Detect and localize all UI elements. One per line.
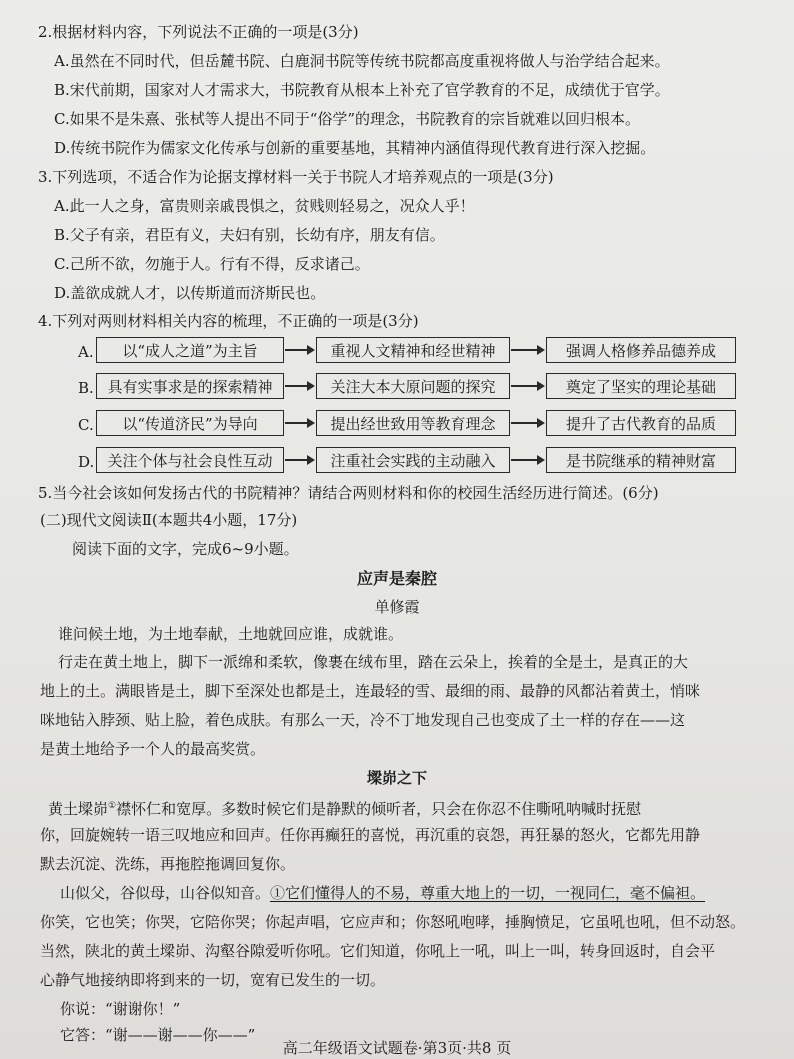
paragraph-2-line-1: 行走在黄土地上，脚下一派绵和柔软，像裹在绒布里，踏在云朵上，挨着的全是土，是真正的大 (58, 653, 689, 671)
dialogue-line-1: 你说：“谢谢你！” (60, 1000, 181, 1018)
paragraph-3-line-3: 默去沉淀、洗练，再拖腔拖调回复你。 (40, 855, 296, 873)
arrow-right-icon (511, 385, 543, 387)
paragraph-4-line-1 (60, 883, 705, 903)
paragraph-3-line-1 (48, 796, 641, 819)
flow-box: 提升了古代教育的品质 (546, 410, 736, 436)
arrow-right-icon (511, 349, 543, 351)
q4-flow-row-b (0, 373, 794, 403)
paragraph-2-line-2: 地上的土。满眼皆是土，脚下至深处也都是土，连最轻的雪、最细的雨、最静的风都沾着黄土，悄咪 (40, 682, 701, 700)
q3-option-d: D.盖欲成就人才，以传斯道而济斯民也。 (54, 284, 326, 302)
q2-stem: 2.根据材料内容，下列说法不正确的一项是(3分) (38, 23, 359, 41)
section-instruction: 阅读下面的文字，完成6~9小题。 (72, 540, 299, 558)
q2-option-c: C.如果不是朱熹、张栻等人提出不同于“俗学”的理念，书院教育的宗旨就难以回归根本。 (54, 110, 641, 128)
flow-box: 提出经世致用等教育理念 (316, 410, 510, 436)
article-title: 应声是秦腔 (356, 569, 437, 588)
footnote-marker: ① (108, 801, 117, 811)
arrow-right-icon (285, 422, 313, 424)
q2-option-d: D.传统书院作为儒家文化传承与创新的重要基地，其精神内涵值得现代教育进行深入挖掘。 (54, 139, 656, 157)
paragraph-3-start: 黄土墚峁 (48, 800, 109, 818)
arrow-right-icon (285, 385, 313, 387)
flow-box: 以“成人之道”为主旨 (96, 337, 284, 363)
flow-box: 注重社会实践的主动融入 (316, 447, 510, 473)
paragraph-2-line-3: 咪地钻入脖颈、贴上脸，着色成肤。有那么一天，冷不丁地发现自己也变成了土一样的存在——这 (40, 711, 686, 729)
flow-label: B. (78, 379, 94, 397)
section-heading: (二)现代文阅读Ⅱ(本题共4小题，17分) (40, 511, 298, 529)
underlined-sentence: ①它们懂得人的不易，尊重大地上的一切，一视同仁，毫不偏袒。 (270, 884, 706, 902)
q3-option-a: A.此一人之身，富贵则亲戚畏惧之，贫贱则轻易之，况众人乎！ (54, 197, 475, 215)
q3-stem: 3.下列选项，不适合作为论据支撑材料一关于书院人才培养观点的一项是(3分) (38, 168, 554, 186)
paragraph-4-line-4: 心静气地接纳即将到来的一切，宽宥已发生的一切。 (40, 971, 386, 989)
article-author: 单修霞 (374, 598, 420, 616)
page-footer: 高二年级语文试题卷·第3页·共8 页 (282, 1039, 512, 1057)
q4-stem: 4.下列对两则材料相关内容的梳理，不正确的一项是(3分) (38, 312, 419, 330)
paragraph-4-line-2: 你笑，它也笑；你哭，它陪你哭；你起声唱，它应声和；你怒吼咆哮，捶胸愤足，它虽吼也吼，但不动怒。 (40, 913, 746, 931)
q5-stem: 5.当今社会该如何发扬古代的书院精神？请结合两则材料和你的校园生活经历进行简述。(6分) (38, 484, 659, 502)
q2-option-b: B.宋代前期，国家对人才需求大，书院教育从根本上补充了官学教育的不足，成绩优于官学。 (54, 81, 670, 99)
flow-box: 关注个体与社会良性互动 (96, 447, 284, 473)
paragraph-4-line-3: 当然，陕北的黄土墚峁、沟壑谷隙爱听你吼。它们知道，你吼上一吼，叫上一叫，转身回返时，自会平 (40, 942, 716, 960)
q4-flow-row-d (0, 447, 794, 477)
arrow-right-icon (511, 459, 543, 461)
paragraph-1: 谁问候土地，为土地奉献，土地就回应谁，成就谁。 (58, 625, 404, 643)
flow-box: 以“传道济民”为导向 (96, 410, 284, 436)
flow-box: 关注大本大原问题的探究 (316, 373, 510, 399)
flow-label: A. (78, 343, 94, 361)
q2-option-a: A.虽然在不同时代，但岳麓书院、白鹿洞书院等传统书院都高度重视将做人与治学结合起来。 (54, 52, 670, 70)
flow-box: 强调人格修养品德养成 (546, 337, 736, 363)
q3-option-c: C.己所不欲，勿施于人。行有不得，反求诸己。 (54, 255, 370, 273)
section-subtitle: 墚峁之下 (366, 769, 427, 787)
paragraph-4-start: 山似父，谷似母，山谷似知音。 (60, 884, 271, 902)
q4-flow-row-a (0, 337, 794, 367)
flow-box: 具有实事求是的探索精神 (96, 373, 284, 399)
flow-label: D. (78, 453, 95, 471)
flow-box: 是书院继承的精神财富 (546, 447, 736, 473)
flow-box: 重视人文精神和经世精神 (316, 337, 510, 363)
dialogue-line-2: 它答：“谢——谢——你——” (60, 1026, 256, 1044)
flow-box: 奠定了坚实的理论基础 (546, 373, 736, 399)
paragraph-2-line-4: 是黄土地给予一个人的最高奖赏。 (40, 740, 266, 758)
arrow-right-icon (285, 459, 313, 461)
q4-flow-row-c (0, 410, 794, 440)
q3-option-b: B.父子有亲，君臣有义，夫妇有别，长幼有序，朋友有信。 (54, 226, 445, 244)
arrow-right-icon (511, 422, 543, 424)
arrow-right-icon (285, 349, 313, 351)
paragraph-3-line-2: 你，回旋婉转一语三叹地应和回声。任你再癫狂的喜悦，再沉重的哀怨，再狂暴的怒火，它都先用静 (40, 826, 701, 844)
paragraph-3-rest: 襟怀仁和宽厚。多数时候它们是静默的倾听者，只会在你忍不住嘶吼呐喊时抚慰 (116, 800, 642, 818)
flow-label: C. (78, 416, 94, 434)
